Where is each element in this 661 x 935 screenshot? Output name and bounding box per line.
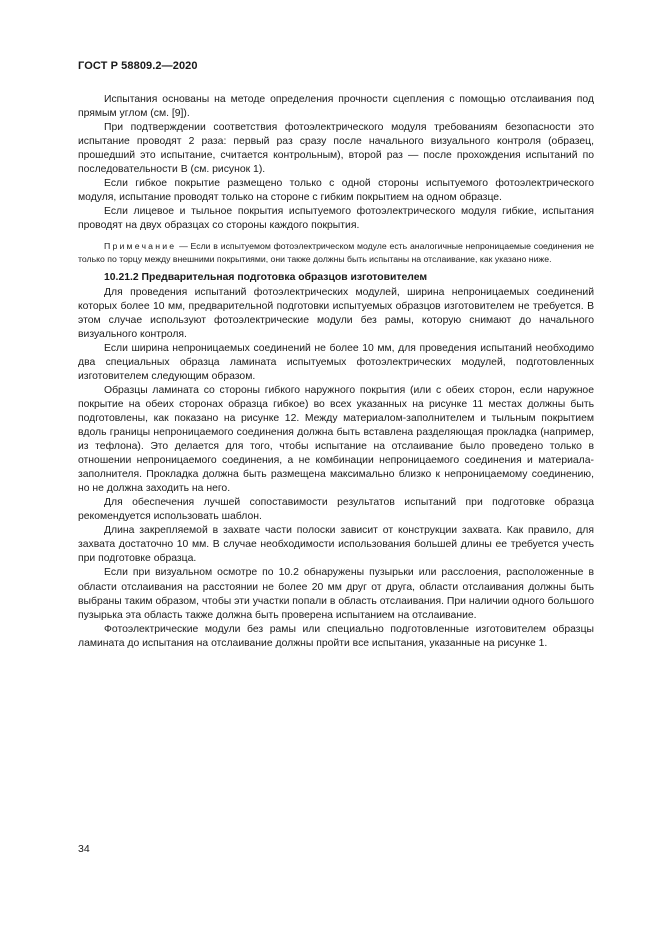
- paragraph: Если ширина непроницаемых соединений не более 10 мм, для проведения испытаний необходимо два специальных образца ламината испытуемых фотоэлектрических модулей, подготовленных изготовителем следующим образом.: [78, 342, 594, 382]
- document-header: ГОСТ Р 58809.2—2020: [78, 60, 198, 72]
- paragraph: Фотоэлектрические модули без рамы или специально подготовленные изготовителем образцы ламината до испытания на отслаивание должны пройти все испытания, указанные на рисунке 1.: [78, 623, 594, 649]
- paragraph: Для обеспечения лучшей сопоставимости результатов испытаний при подготовке образца рекомендуется использовать шаблон.: [78, 497, 594, 523]
- paragraph: Если при визуальном осмотре по 10.2 обнаружены пузырьки или расслоения, расположенные в области отслаивания на расстоянии не более 20 мм друг от друга, области отслаивания должны быть выбраны таким образом, чтобы эти участки попали в область отслаивания. При наличии одного большого пузырька эта область также должна быть проверена испытанием на отслаивание.: [78, 567, 594, 621]
- note-label: Примечание: [104, 241, 177, 252]
- paragraph: Если гибкое покрытие размещено только с одной стороны испытуемого фотоэлектрического модуля, испытание проводят только на стороне с гибким покрытием на одном образце.: [78, 178, 594, 204]
- paragraph: Если лицевое и тыльное покрытия испытуемого фотоэлектрического модуля гибкие, испытания проводят на двух образцах со стороны каждого покрытия.: [78, 206, 594, 232]
- page-content: [78, 93, 594, 651]
- paragraph: Для проведения испытаний фотоэлектрических модулей, ширина непроницаемых соединений которых более 10 мм, предварительной подготовки испытуемых образцов изготовителем не требуется. В этом случае используют фотоэлектрические модули без рамы, которую снимают до начального визуального контроля.: [78, 286, 594, 340]
- paragraph: Длина закрепляемой в захвате части полоски зависит от конструкции захвата. Как правило, для захвата достаточно 10 мм. В случае необходимости использования большей длины ее требуется учесть при подготовке образца.: [78, 525, 594, 565]
- note-text: — Если в испытуемом фотоэлектрическом модуле есть аналогичные непроницаемые соединения не только по торцу между внешними покрытиями, они также должны быть испытаны на отслаивание, как указано ниже.: [78, 241, 594, 264]
- note: [78, 240, 594, 265]
- section-heading: 10.21.2 Предварительная подготовка образцов изготовителем: [104, 272, 428, 284]
- paragraph: Образцы ламината со стороны гибкого наружного покрытия (или с обеих сторон, если наружное покрытие на обеих сторонах образца гибкое) во всех указанных на рисунке 11 местах должны быть подготовлены, как показано на рисунке 12. Между материалом-заполнителем и тыльным покрытием вдоль границы непроницаемого соединения должна быть вставлена разделяющая прокладка (например, из тефлона). Это делается для того, чтобы испытание на отслаивание было проведено только в отношении непроницаемого соединения, а не комбинации непроницаемого соединения и материала-заполнителя. Прокладка должна быть размещена максимально близко к непроницаемому соединению, но не должна заходить на него.: [78, 384, 594, 495]
- paragraph: Испытания основаны на методе определения прочности сцепления с помощью отслаивания под прямым углом (см. [9]).: [78, 94, 594, 120]
- page-number: 34: [78, 843, 90, 855]
- paragraph: При подтверждении соответствия фотоэлектрического модуля требованиям безопасности это испытание проводят 2 раза: первый раз сразу после начального визуального контроля (образец, прошедший это испытание, считается контрольным), второй раз — после прохождения испытаний по последовательности В (см. рисунок 1).: [78, 122, 594, 176]
